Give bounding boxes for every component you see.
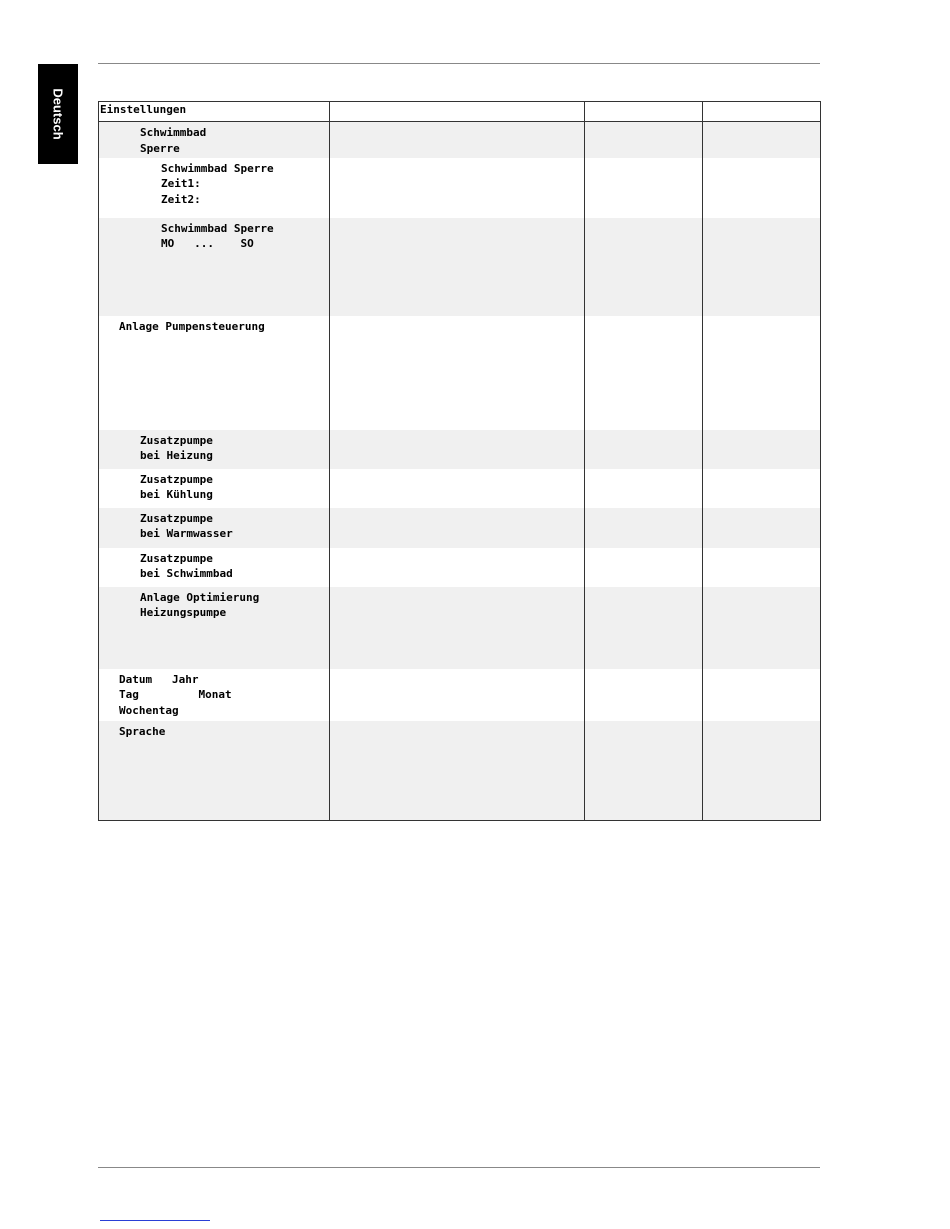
language-side-tab [38, 64, 78, 164]
setting-label: Zusatzpumpe [140, 511, 213, 525]
setting-cell [99, 430, 330, 469]
table-row [99, 721, 821, 821]
setting-cell [99, 548, 330, 587]
setting-cell [99, 721, 330, 821]
table-row [99, 158, 821, 218]
setting-label: Schwimmbad Sperre [161, 221, 274, 235]
setting-cell [99, 469, 330, 508]
side-tab-label: Deutsch [50, 88, 66, 140]
header-cell-4 [703, 102, 821, 122]
setting-label: Wochentag [119, 703, 179, 717]
setting-label: bei Heizung [140, 449, 213, 462]
table-row [99, 469, 821, 508]
setting-label: Zusatzpumpe [140, 472, 213, 486]
setting-label: Schwimmbad Sperre [161, 161, 274, 175]
header-rule [98, 63, 820, 64]
setting-label: bei Schwimmbad [140, 567, 233, 580]
setting-cell [99, 218, 330, 316]
header-cell-settings: Einstellungen [99, 102, 330, 122]
table-header-row [99, 102, 821, 122]
setting-cell [99, 508, 330, 548]
table-row [99, 316, 821, 430]
setting-label: Tag Monat [119, 688, 232, 701]
header-cell-2 [330, 102, 585, 122]
table-row [99, 669, 821, 721]
setting-label: bei Warmwasser [140, 527, 233, 540]
table-row [99, 122, 821, 158]
setting-label: Sperre [140, 141, 180, 155]
setting-label: bei Kühlung [140, 488, 213, 501]
setting-label: Zusatzpumpe [140, 433, 213, 447]
footer-link-underline [100, 1220, 210, 1221]
setting-label: Zusatzpumpe [140, 551, 213, 565]
footer-rule [98, 1167, 820, 1168]
setting-label: Zeit2: [161, 192, 201, 206]
setting-label: Datum Jahr [119, 672, 199, 686]
setting-cell [99, 316, 330, 430]
setting-label: Anlage Pumpensteuerung [119, 319, 265, 333]
setting-cell [99, 587, 330, 669]
setting-label: Zeit1: [161, 177, 201, 190]
setting-label: Sprache [119, 724, 166, 738]
setting-cell [99, 122, 330, 158]
settings-table [98, 101, 821, 821]
setting-label: Heizungspumpe [140, 606, 227, 619]
table-row [99, 508, 821, 548]
table-row [99, 548, 821, 587]
setting-cell [99, 158, 330, 218]
table-row [99, 430, 821, 469]
header-cell-3 [585, 102, 703, 122]
setting-cell [99, 669, 330, 721]
setting-label: Schwimmbad [140, 126, 207, 139]
setting-label: MO ... SO [161, 237, 254, 250]
table-row [99, 587, 821, 669]
table-row [99, 218, 821, 316]
setting-label: Anlage Optimierung [140, 590, 260, 604]
